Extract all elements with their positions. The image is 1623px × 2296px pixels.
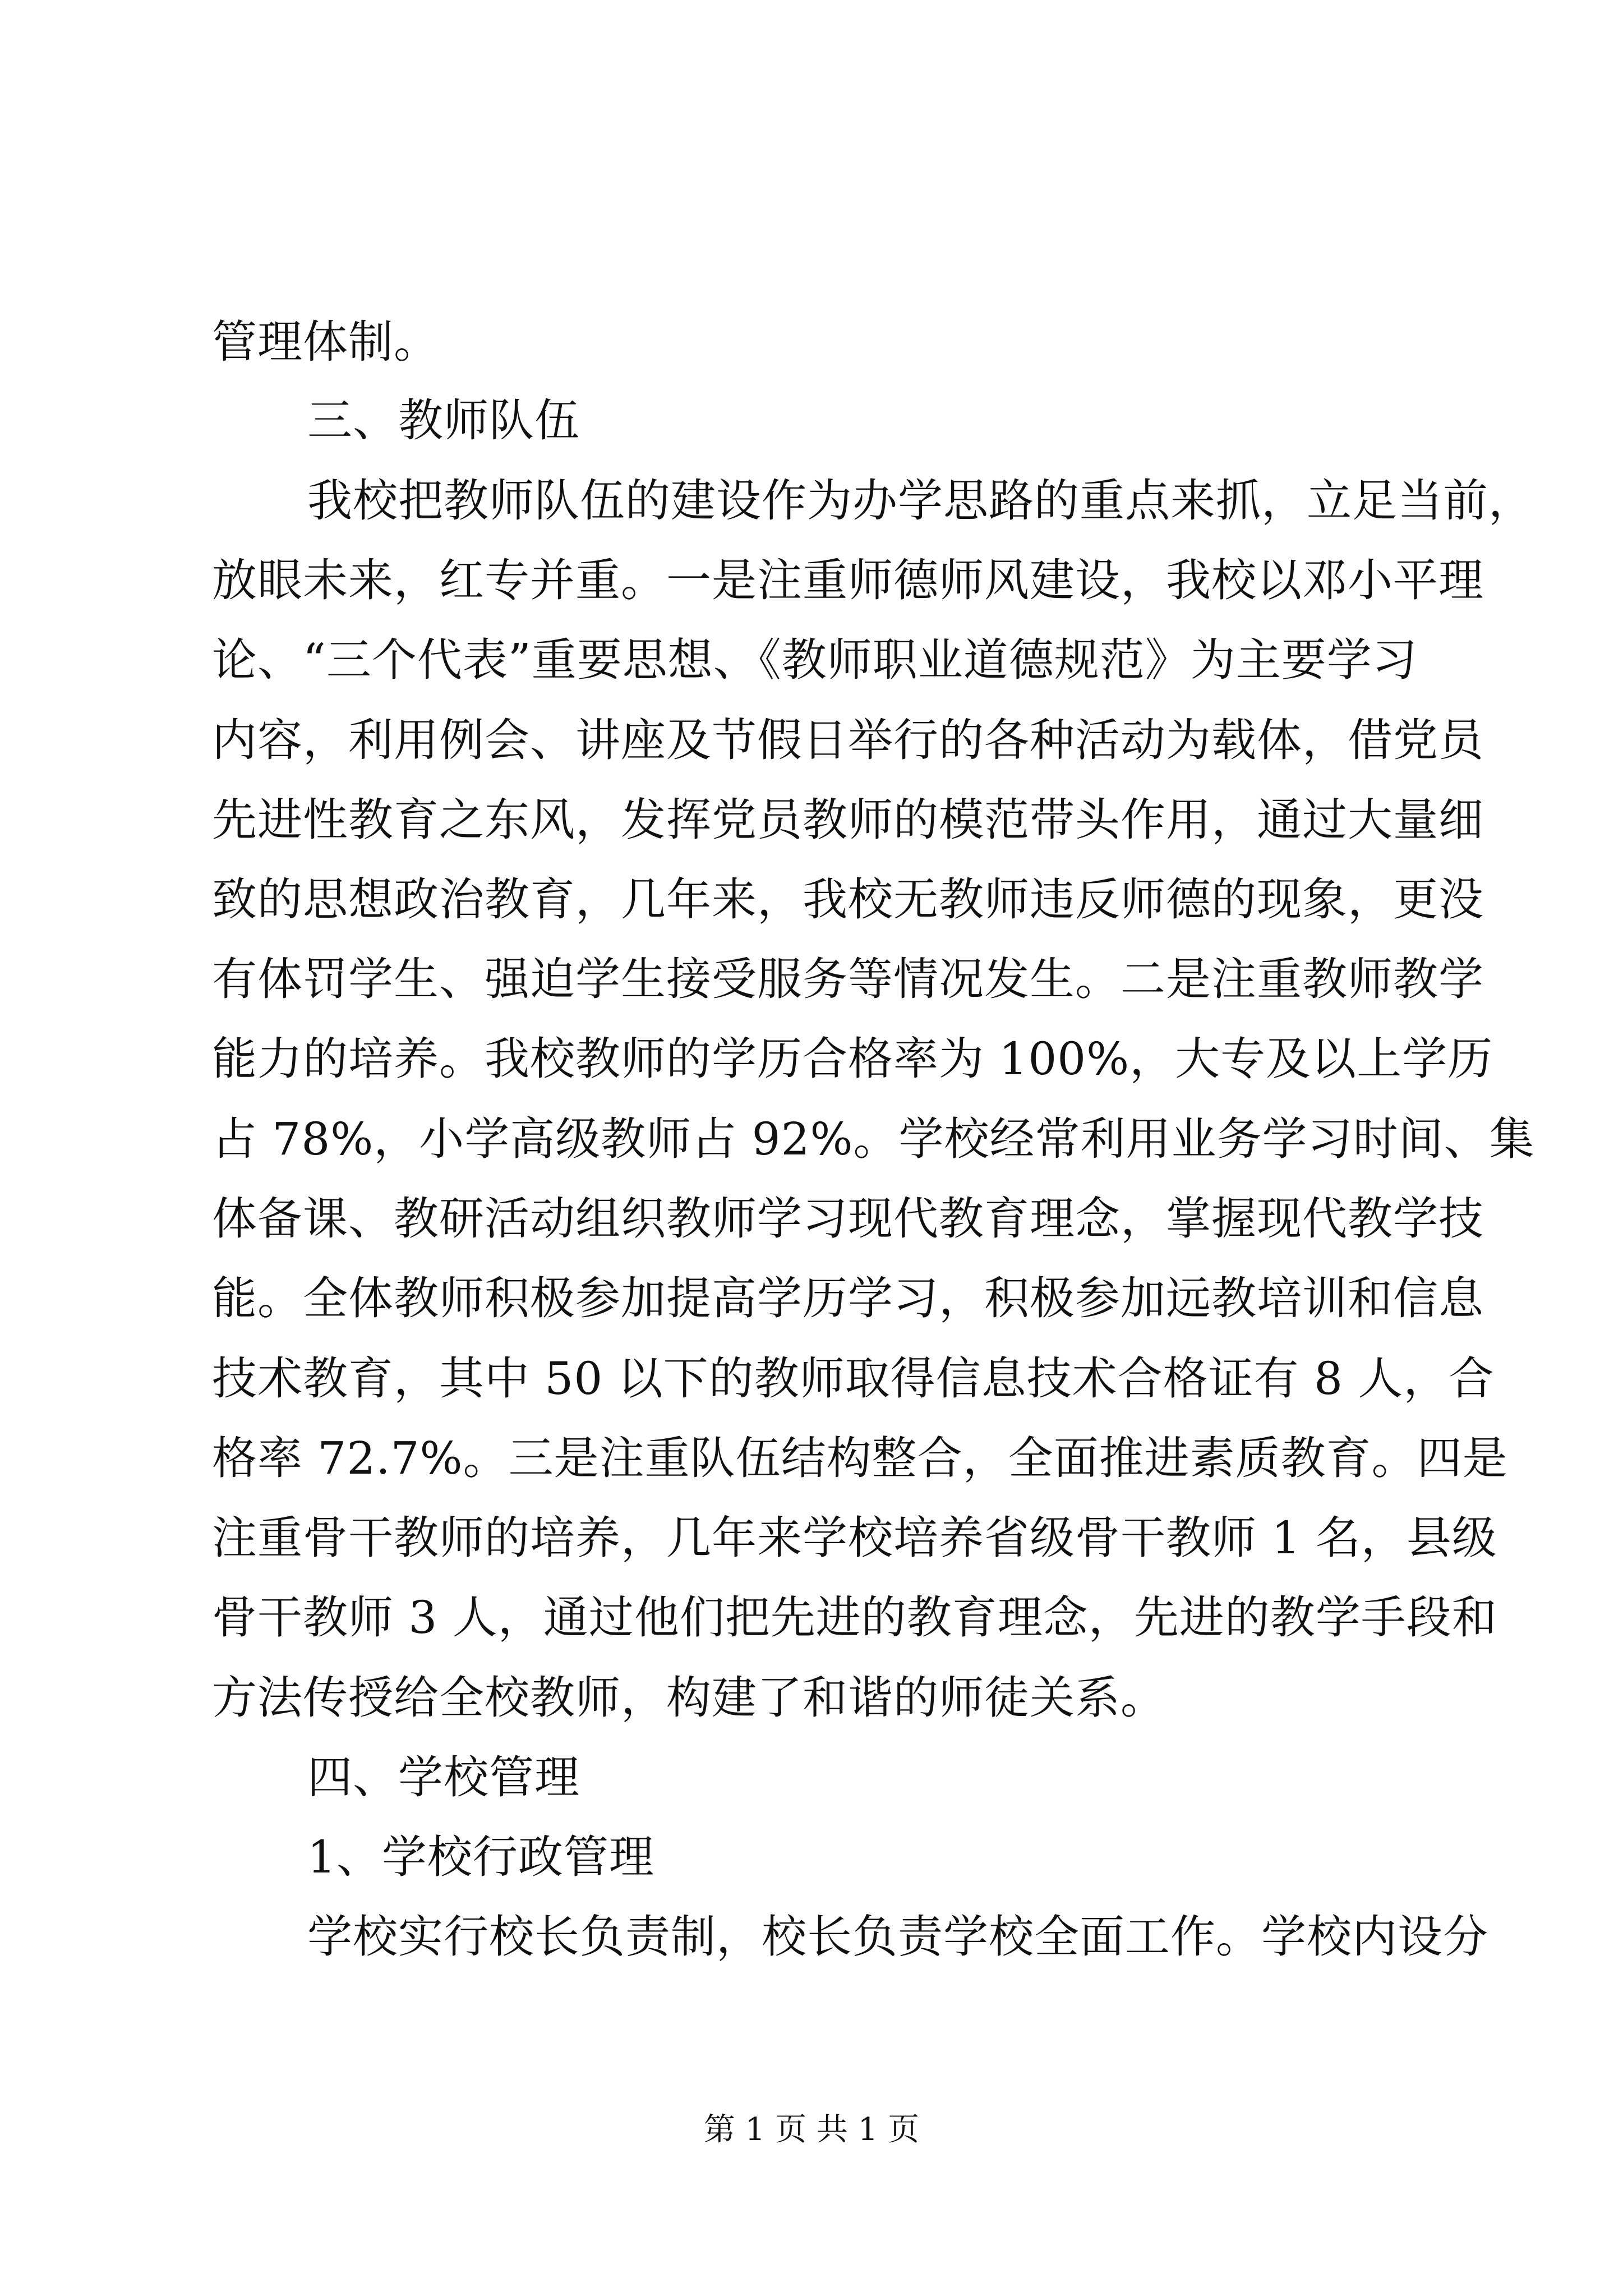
- paragraph-line: 能。全体教师积极参加提高学历学习，积极参加远教培训和信息: [212, 1272, 1484, 1324]
- paragraph-line: 技术教育，其中 50 以下的教师取得信息技术合格证有 8 人，合: [212, 1352, 1495, 1405]
- paragraph-line: 致的思想政治教育，几年来，我校无教师违反师德的现象，更没: [212, 873, 1484, 926]
- paragraph-line: 我校把教师队伍的建设作为办学思路的重点来抓，立足当前，: [307, 475, 1534, 527]
- paragraph-line: 有体罚学生、强迫学生接受服务等情况发生。二是注重教师教学: [212, 953, 1484, 1005]
- paragraph-line: 体备课、教研活动组织教师学习现代教育理念，掌握现代教学技: [212, 1193, 1484, 1245]
- paragraph-line: 管理体制。: [212, 316, 439, 368]
- paragraph-line: 骨干教师 3 人，通过他们把先进的教育理念，先进的教学手段和: [212, 1591, 1497, 1644]
- paragraph-line: 论、“三个代表”重要思想、《教师职业道德规范》为主要学习: [212, 634, 1418, 686]
- paragraph-line: 学校实行校长负责制，校长负责学校全面工作。学校内设分: [307, 1911, 1488, 1963]
- paragraph-line: 先进性教育之东风，发挥党员教师的模范带头作用，通过大量细: [212, 794, 1484, 846]
- paragraph-line: 方法传授给全校教师，构建了和谐的师徒关系。: [212, 1672, 1166, 1724]
- paragraph-line: 占 78%，小学高级教师占 92%。学校经常利用业务学习时间、集: [212, 1113, 1535, 1165]
- paragraph-line: 内容，利用例会、讲座及节假日举行的各种活动为载体，借党员: [212, 714, 1484, 766]
- paragraph-line: 注重骨干教师的培养，几年来学校培养省级骨干教师 1 名，县级: [212, 1512, 1497, 1564]
- paragraph-line: 能力的培养。我校教师的学历合格率为 100%，大专及以上学历: [212, 1033, 1493, 1085]
- page-number-footer: 第 1 页 共 1 页: [703, 2111, 920, 2148]
- section-heading-management: 四、学校管理: [307, 1751, 580, 1803]
- paragraph-line: 格率 72.7%。三是注重队伍结构整合，全面推进素质教育。四是: [212, 1432, 1508, 1484]
- section-heading-teachers: 三、教师队伍: [307, 394, 580, 447]
- paragraph-line: 放眼未来，红专并重。一是注重师德师风建设，我校以邓小平理: [212, 554, 1484, 606]
- subsection-heading-admin: 1、学校行政管理: [307, 1831, 654, 1883]
